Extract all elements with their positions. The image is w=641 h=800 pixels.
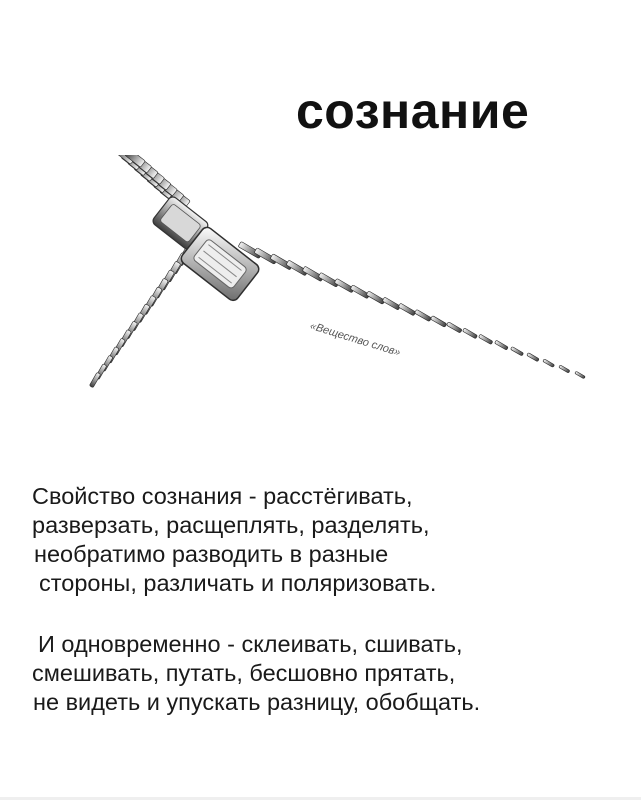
page-title: сознание (296, 83, 530, 139)
paragraph-line: Свойство сознания - расстёгивать, (32, 483, 413, 509)
watermark-text: «Вещество слов» (308, 320, 402, 359)
paragraph-line: стороны, различать и поляризовать. (39, 570, 437, 596)
paragraph-line: смешивать, путать, бесшовно прятать, (32, 660, 456, 686)
paragraph-line: не видеть и упускать разницу, обобщать. (33, 689, 481, 715)
paragraph-2 (32, 630, 480, 717)
paragraph-line: необратимо разводить в разные (34, 541, 389, 567)
zipper-illustration (0, 155, 641, 390)
paragraph-line: разверзать, расщеплять, разделять, (32, 512, 430, 538)
paragraph-1 (32, 482, 436, 598)
paragraph-line: И одновременно - склеивать, сшивать, (38, 631, 463, 657)
